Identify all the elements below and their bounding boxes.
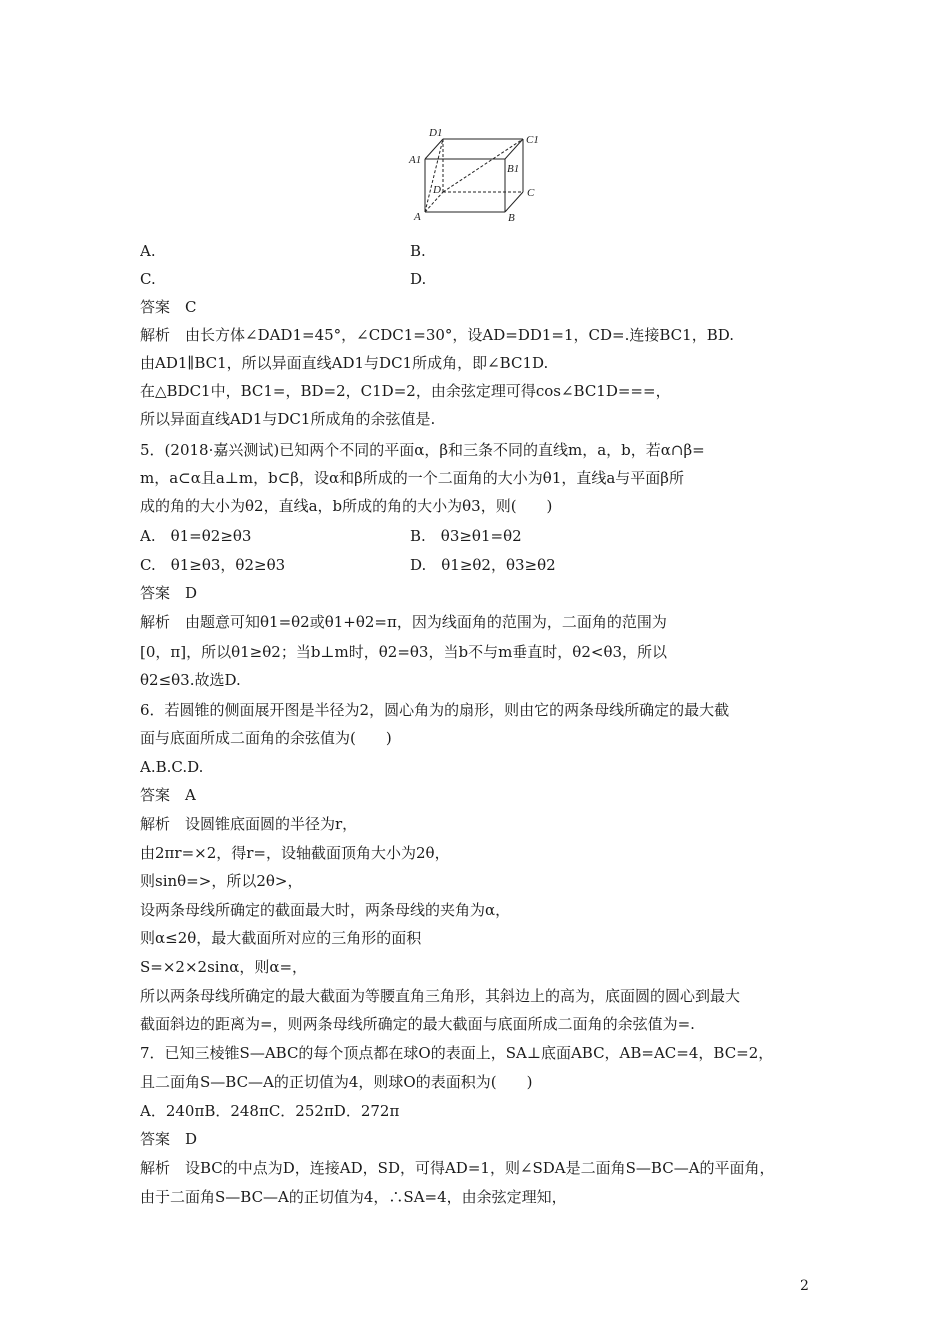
label-d1: D1 (429, 127, 443, 139)
answer-line: 答案 D (140, 584, 198, 602)
question-line: 7．已知三棱锥S—ABC的每个顶点都在球O的表面上，SA⊥底面ABC，AB=AC=4，BC=2， (140, 1044, 774, 1062)
question-line: 5．(2018·嘉兴测试)已知两个不同的平面α，β和三条不同的直线m，a，b，若α∩β= (140, 441, 705, 459)
text-line: 在△BDC1中，BC1=，BD=2，C1D=2，由余弦定理可得cos∠BC1D===， (140, 382, 671, 400)
analysis-line: 解析 设BC的中点为D，连接AD，SD，可得AD=1，则∠SDA是二面角S—BC—A的平面角， (140, 1159, 775, 1177)
text-line: 由2πr=×2，得r=，设轴截面顶角大小为2θ， (140, 844, 450, 862)
option-b: B. (410, 242, 426, 260)
question-line: 且二面角S—BC—A的正切值为4，则球O的表面积为( ) (140, 1073, 533, 1091)
option-row (140, 241, 830, 261)
option-c: C. θ1≥θ3，θ2≥θ3 (140, 556, 286, 574)
option-d: D. (410, 270, 427, 288)
option-d: D. θ1≥θ2，θ3≥θ2 (410, 556, 556, 574)
option-b: B. θ3≥θ1=θ2 (410, 527, 522, 545)
text-line: [0，π]，所以θ1≥θ2；当b⊥m时，θ2=θ3，当b不与m垂直时，θ2<θ3，所以 (140, 643, 668, 661)
text-line: 截面斜边的距离为=，则两条母线所确定的最大截面与底面所成二面角的余弦值为=. (140, 1015, 695, 1033)
options-line: A．240πB．248πC．252πD．272π (140, 1102, 400, 1120)
answer-line: 答案 A (140, 786, 196, 804)
analysis-line: 解析 设圆锥底面圆的半径为r， (140, 815, 358, 833)
cuboid-figure (405, 122, 555, 226)
cuboid-diagram (405, 122, 555, 226)
options-line: A.B.C.D. (140, 758, 204, 776)
answer-line: 答案 C (140, 298, 197, 316)
label-c: C (527, 187, 535, 199)
option-c: C. (140, 270, 156, 288)
page-number: 2 (800, 1278, 809, 1294)
question-line: 成的角的大小为θ2，直线a，b所成的角的大小为θ3，则( ) (140, 497, 553, 515)
question-line: m，a⊂α且a⊥m，b⊂β，设α和β所成的一个二面角的大小为θ1，直线a与平面β所 (140, 469, 684, 487)
option-row (140, 555, 830, 575)
text-line: 所以异面直线AD1与DC1所成角的余弦值是. (140, 410, 436, 428)
analysis-line: 解析 由题意可知θ1=θ2或θ1+θ2=π，因为线面角的范围为，二面角的范围为 (140, 613, 667, 631)
option-row (140, 526, 830, 546)
text-line: S=×2×2sinα，则α=， (140, 958, 308, 976)
option-a: A. (140, 242, 156, 260)
option-row (140, 269, 830, 289)
text-line: 所以两条母线所确定的最大截面为等腰直角三角形，其斜边上的高为，底面圆的圆心到最大 (140, 987, 741, 1005)
text-line: 则sinθ=>，所以2θ>， (140, 872, 303, 890)
label-c1: C1 (526, 134, 539, 146)
question-line: 面与底面所成二面角的余弦值为( ) (140, 729, 392, 747)
label-b1: B1 (507, 163, 520, 175)
label-a1: A1 (409, 154, 422, 166)
text-line: θ2≤θ3.故选D. (140, 671, 241, 689)
text-line: 由AD1∥BC1，所以异面直线AD1与DC1所成角，即∠BC1D. (140, 354, 549, 372)
text-line: 设两条母线所确定的截面最大时，两条母线的夹角为α， (140, 901, 511, 919)
answer-line: 答案 D (140, 1130, 198, 1148)
text-line: 则α≤2θ，最大截面所对应的三角形的面积 (140, 929, 422, 947)
label-d: D (433, 184, 441, 196)
question-line: 6．若圆锥的侧面展开图是半径为2，圆心角为的扇形，则由它的两条母线所确定的最大截 (140, 701, 730, 719)
label-a: A (414, 211, 421, 223)
option-a: A. θ1=θ2≥θ3 (140, 527, 252, 545)
label-b: B (508, 212, 515, 224)
analysis-line: 解析 由长方体∠DAD1=45°，∠CDC1=30°，设AD=DD1=1，CD=.连接BC1，BD. (140, 326, 734, 344)
text-line: 由于二面角S—BC—A的正切值为4，∴SA=4，由余弦定理知， (140, 1188, 567, 1206)
